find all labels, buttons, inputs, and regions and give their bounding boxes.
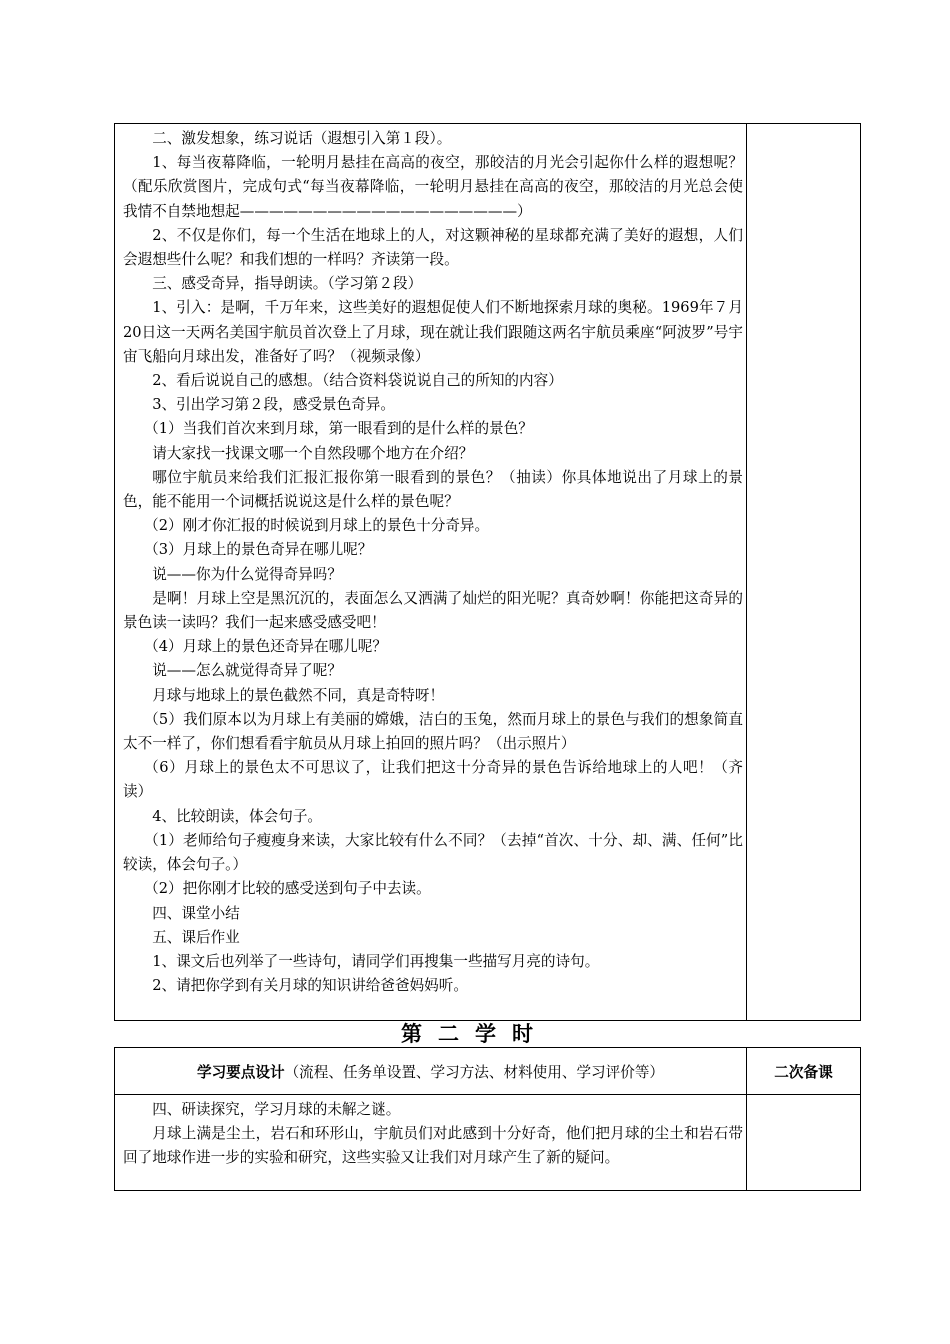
paragraph: 月球与地球上的景色截然不同，真是奇特呀！	[152, 686, 445, 704]
second-prep-header: 二次备课	[774, 1063, 833, 1081]
paragraph: 四、课堂小结	[152, 904, 240, 922]
section-heading: 第二学时	[401, 1021, 549, 1046]
paragraph: 2、看后说说自己的感想。（结合资料袋说说自己的所知的内容）	[152, 372, 563, 390]
design-header-title: 学习要点设计	[196, 1063, 285, 1081]
paragraph: 2、不仅是你们，每一个生活在地球上的人，对这颗神秘的星球都充满了美好的遐想，人们会遐想些什么呢？和我们想的一样吗？齐读第一段。	[123, 226, 743, 269]
paragraph: 说——怎么就觉得奇异了呢？	[152, 662, 342, 680]
paragraph: 三、感受奇异，指导朗读。（学习第２段）	[152, 275, 423, 293]
paragraph: （3）月球上的景色奇异在哪儿呢？	[144, 541, 373, 559]
paragraph: 1、课文后也列举了一些诗句，请同学们再搜集一些描写月亮的诗句。	[152, 952, 600, 970]
lesson-table-first	[114, 123, 861, 1021]
paragraph: 3、引出学习第２段，感受景色奇异。	[152, 396, 395, 414]
paragraph: 1、每当夜幕降临，一轮明月悬挂在高高的夜空，那皎洁的月光会引起你什么样的遐想呢？（配乐欣赏图片，完成句式“每当夜幕降临，一轮明月悬挂在高高的夜空，那皎洁的月光总会使我情不自禁地想起———————————————————）	[123, 154, 743, 220]
paragraph: 说——你为什么觉得奇异吗？	[152, 565, 342, 583]
column-divider	[746, 1048, 747, 1190]
paragraph: （2）把你刚才比较的感受送到句子中去读。	[144, 880, 431, 898]
paragraph: （5）我们原本以为月球上有美丽的嫦娥，洁白的玉兔，然而月球上的景色与我们的想象简直太不一样了，你们想看看宇航员从月球上拍回的照片吗？（出示照片）	[123, 710, 743, 753]
paragraph: 二、激发想象，练习说话（遐想引入第１段）。	[152, 130, 452, 147]
design-header-note: （流程、任务单设置、学习方法、材料使用、学习评价等）	[284, 1063, 665, 1081]
paragraph: （2）刚才你汇报的时候说到月球上的景色十分奇异。	[144, 517, 490, 535]
design-header	[115, 1048, 746, 1094]
paragraph: （1）当我们首次来到月球，第一眼看到的是什么样的景色？	[144, 420, 533, 438]
lesson-content	[123, 1098, 743, 1171]
paragraph: 五、课后作业	[152, 928, 240, 946]
paragraph: （1）老师给句子瘦瘦身来读，大家比较有什么不同？（去掉“首次、十分、却、满、任何”比较读，体会句子。）	[123, 831, 743, 874]
paragraph: 月球上满是尘土，岩石和环形山，宇航员们对此感到十分好奇，他们把月球的尘土和岩石带回了地球作进一步的实验和研究，这些实验又让我们对月球产生了新的疑问。	[123, 1125, 743, 1167]
lesson-content	[123, 127, 743, 998]
paragraph: （4）月球上的景色还奇异在哪儿呢？	[144, 638, 387, 656]
paragraph: 是啊！月球上空是黑沉沉的，表面怎么又洒满了灿烂的阳光呢？真奇妙啊！你能把这奇异的景色读一读吗？我们一起来感受感受吧！	[123, 589, 743, 632]
paragraph: 1、引入：是啊，千万年来，这些美好的遐想促使人们不断地探索月球的奥秘。1969年７月20日这一天两名美国宇航员首次登上了月球，现在就让我们跟随这两名宇航员乘座“阿波罗”号宇宙飞船向月球出发，准备好了吗？（视频录像）	[123, 299, 743, 365]
paragraph: 四、研读探究，学习月球的未解之谜。	[152, 1101, 401, 1118]
column-divider	[746, 124, 747, 1020]
paragraph: 2、请把你学到有关月球的知识讲给爸爸妈妈听。	[152, 977, 468, 995]
paragraph: 请大家找一找课文哪一个自然段哪个地方在介绍？	[152, 444, 474, 462]
paragraph: （6）月球上的景色太不可思议了，让我们把这十分奇异的景色告诉给地球上的人吧！（齐读）	[123, 759, 743, 801]
lesson-table-second	[114, 1047, 861, 1191]
paragraph: 4、比较朗读，体会句子。	[152, 807, 323, 825]
header-divider	[115, 1094, 860, 1095]
paragraph: 哪位宇航员来给我们汇报汇报你第一眼看到的景色？（抽读）你具体地说出了月球上的景色，能不能用一个词概括说说这是什么样的景色呢？	[123, 468, 743, 511]
